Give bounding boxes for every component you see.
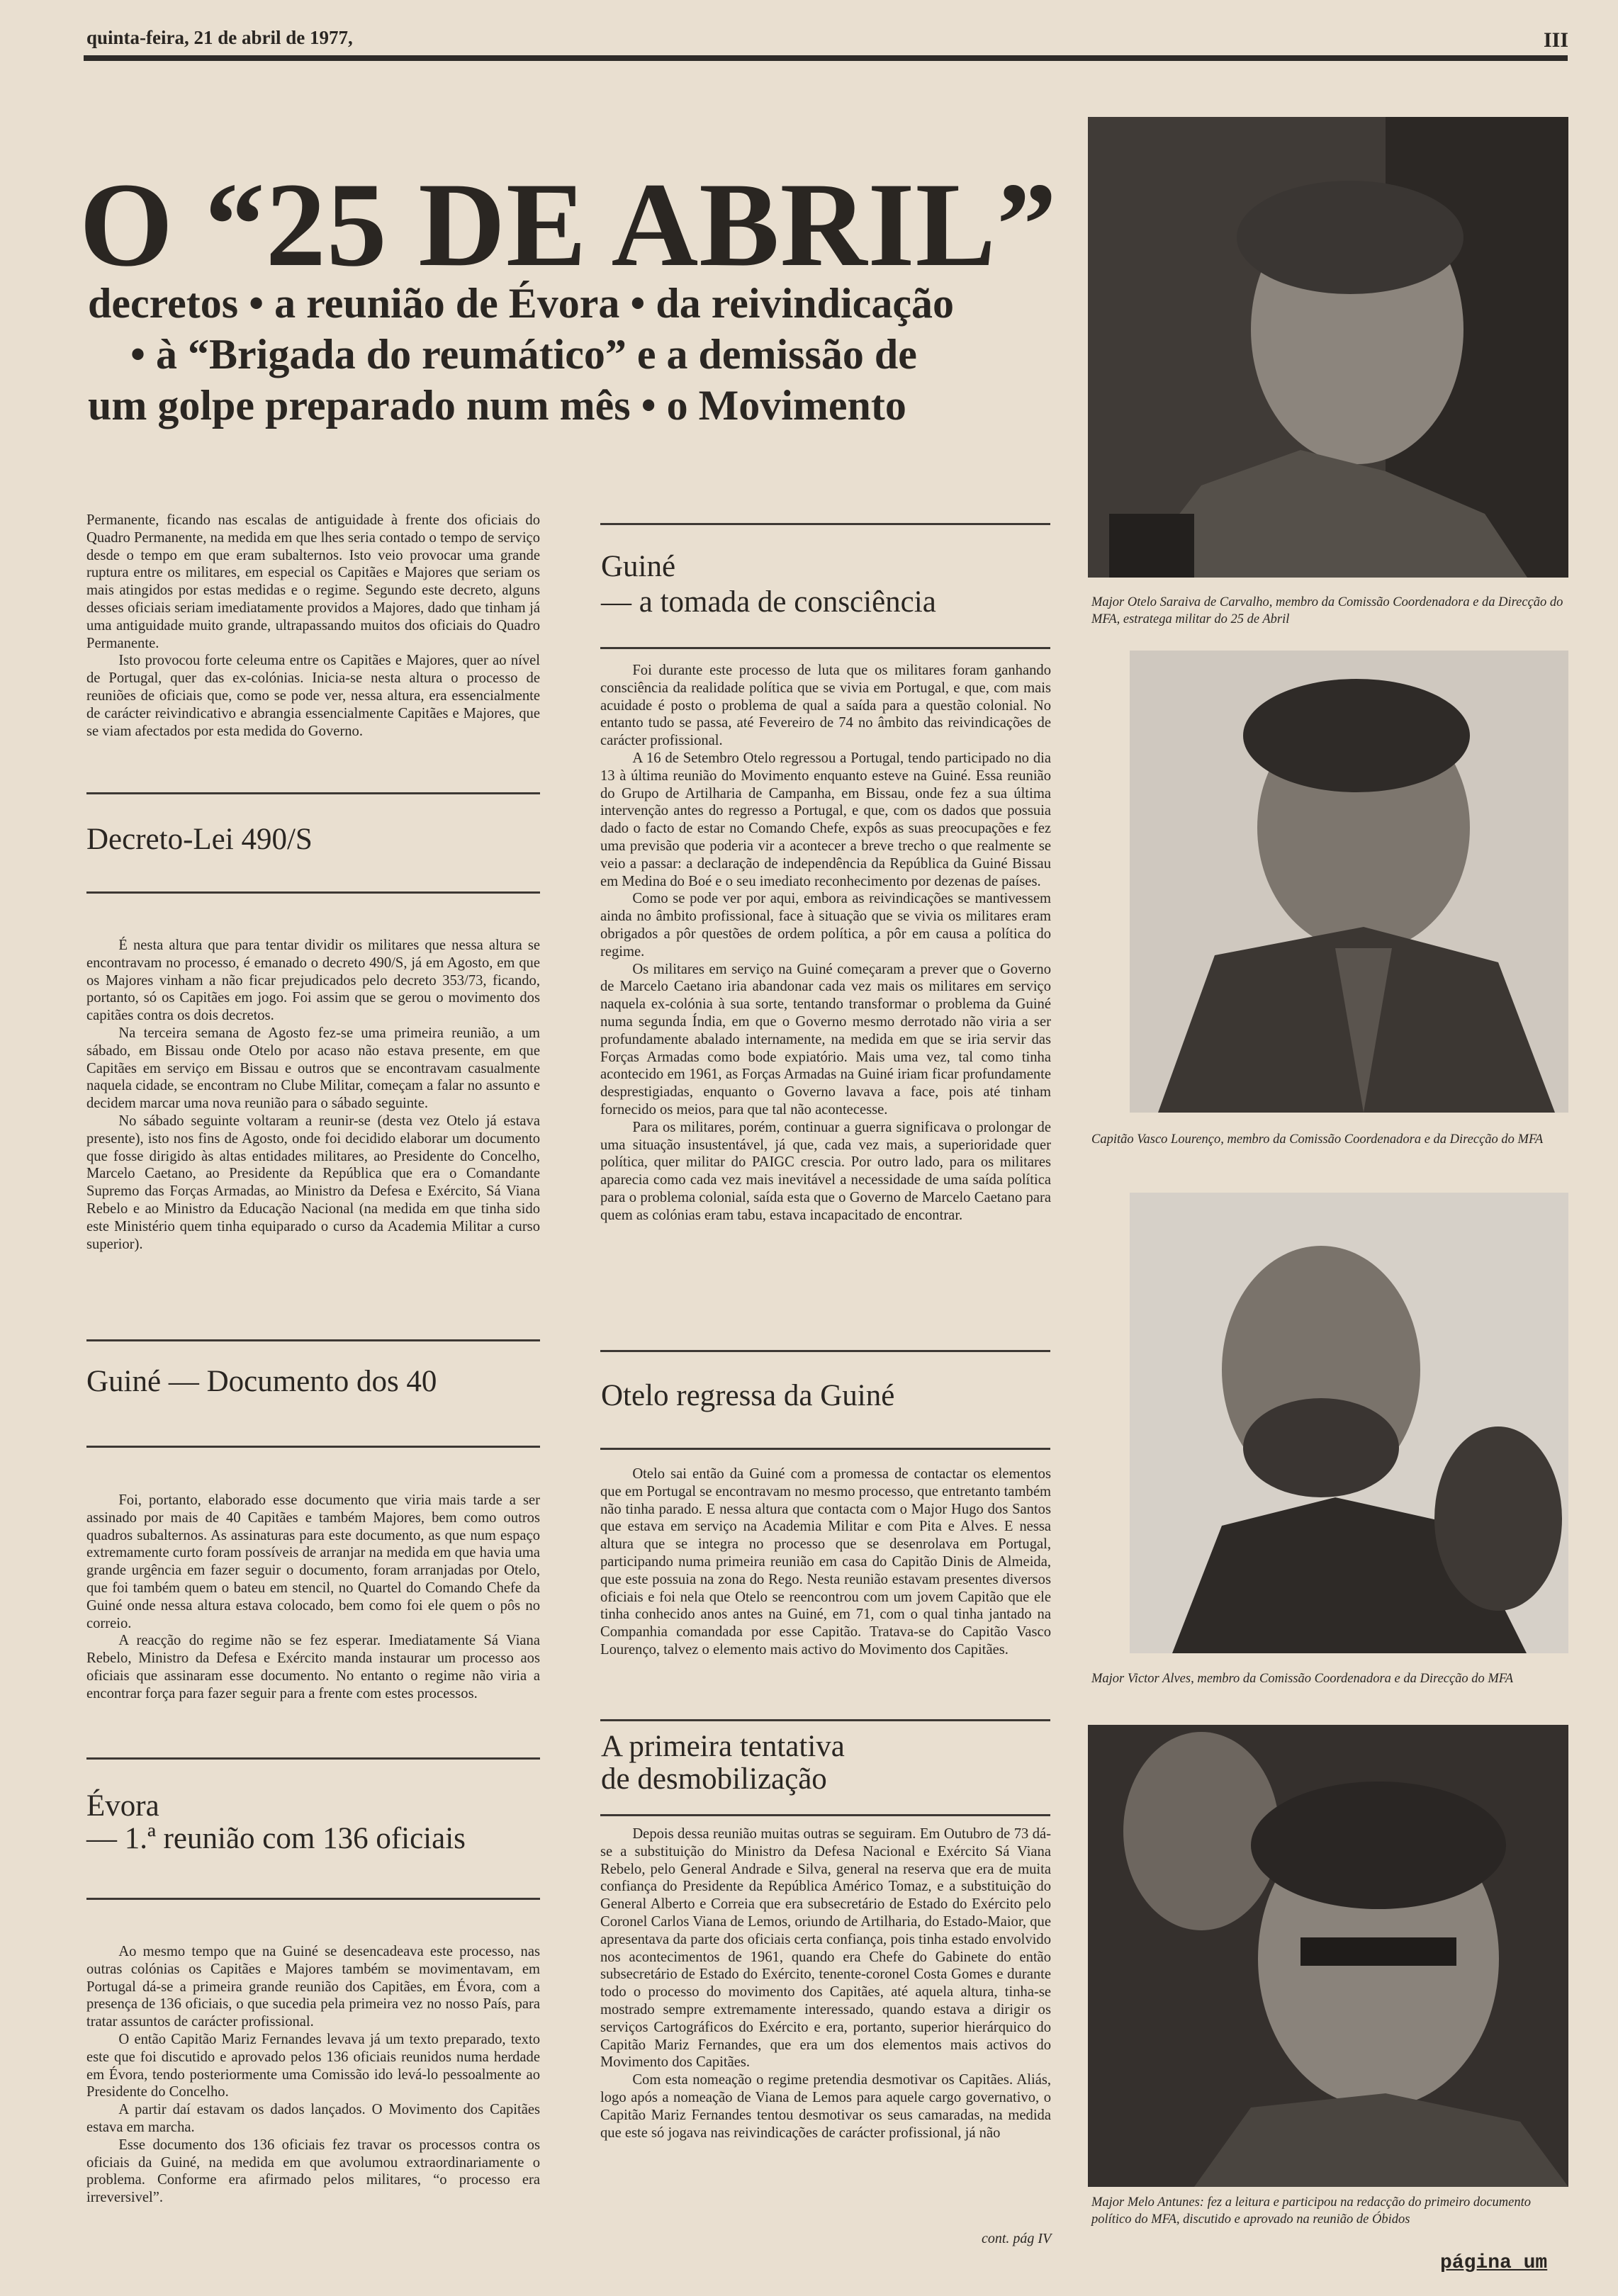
section-title-evora-2: — 1.ª reunião com 136 oficiais <box>86 1822 466 1855</box>
paragraph: Com esta nomeação o regime pretendia desmotivar os Capitães. Aliás, logo após a nomeação de Viana de Lemos para aquele cargo governativo, o Capitão Mariz Fernandes tentou desmotivar os seus camaradas, na medida que este só jogava nas reivindicações de carácter profissional, já não <box>600 2072 1051 2141</box>
section-body-decreto <box>86 937 540 1253</box>
paragraph: A partir daí estavam os dados lançados. O Movimento dos Capitães estava em marcha. <box>86 2102 540 2135</box>
paragraph: Depois dessa reunião muitas outras se seguiram. Em Outubro de 73 dá-se a substituição do Ministro da Defesa Nacional e Exército Sá Viana Rebelo, pelo General Andrade e Silva, general na reserva que era de muita confiança do Presidente da República Américo Tomaz, e a substituição do General Alberto e Correia que era subsecretário de Estado do Exército pelo Coronel Carlos Viana de Lemos, oriundo de Artilharia, do Estado-Maior, que apresentava da parte dos oficiais certa confiança, pois tinha estado envolvido nos acontecimentos de 1961, quando era Chefe do Gabinete do então subsecretário de Estado do Exército, tenente-coronel Costa Gomes e durante todo o processo do movimento dos Capitães, até aquela altura, tinha-se mostrado sempre extremamente interessado, quando estava a dirigir os serviços Cartográficos do Exército e era, portanto, superior hierárquico do Capitão Mariz Fernandes, que era um dos elementos mais activos do Movimento dos Capitães. <box>600 1826 1051 2071</box>
section-title-guine-2: — a tomada de consciência <box>601 585 936 619</box>
paragraph: Foi, portanto, elaborado esse documento que viria mais tarde a ser assinado por mais de 40 Capitães e também Majores, bem como outros quadros subalternos. As assinaturas para este documento, as que num espaço extremamente curto foram possíveis de arranjar na medida em que havia uma grande urgência em fazer seguir o documento, foram arranjadas por Otelo, que foi também quem o bateu em stencil, no Quartel do Comando Chefe da Guiné onde nessa altura estava colocado, bem como foi ele quem o pôs no correio. <box>86 1492 540 1631</box>
divider <box>600 1350 1050 1352</box>
portrait-photo-victor <box>1130 1193 1568 1653</box>
divider <box>600 1814 1050 1816</box>
divider <box>86 1898 540 1900</box>
paragraph: Como se pode ver por aqui, embora as reivindicações se mantivessem ainda no âmbito profissional, face à situação que se vivia os militares eram obrigados a pôr questões de ordem política, a pôr em causa a política do regime. <box>600 891 1051 960</box>
portrait-photo-otelo <box>1088 117 1568 578</box>
subtitle-line-1: decretos • a reunião de Évora • da reivindicação <box>88 280 954 327</box>
section-title-evora-1: Évora <box>86 1789 159 1823</box>
photo-caption-3: Major Victor Alves, membro da Comissão Coordenadora e da Direcção do MFA <box>1091 1672 1514 1686</box>
continuation-note: cont. pág IV <box>982 2231 1052 2246</box>
divider <box>86 1757 540 1760</box>
paragraph: Isto provocou forte celeuma entre os Capitães e Majores, quer ao nível de Portugal, quer das ex-colónias. Inicia-se nesta altura o processo de reuniões de oficiais que, como se pode ver, nessa altura, era essencialmente de carácter reivindicativo e abrangia essencialmente Capitães e Majores, que se viam afectados por esta medida do Governo. <box>86 653 540 739</box>
portrait-photo-vasco <box>1130 651 1568 1113</box>
paragraph: É nesta altura que para tentar dividir os militares que nessa altura se encontravam no processo, é emanado o decreto 490/S, já em Agosto, em que os Majores vinham a não ficar prejudicados pelo decreto 353/73, ficando, portanto, só os Capitães em jogo. Foi assim que se gerou o movimento dos capitães contra os dois decretos. <box>86 938 540 1024</box>
subtitle-line-3: um golpe preparado num mês • o Movimento <box>88 382 906 429</box>
photo-caption-2: Capitão Vasco Lourenço, membro da Comissão Coordenadora e da Direcção do MFA <box>1091 1132 1544 1147</box>
divider <box>600 523 1050 525</box>
paragraph: A 16 de Setembro Otelo regressou a Portugal, tendo participado no dia 13 à última reunião do Movimento enquanto esteve na Guiné. Essa reunião do Grupo de Artilharia de Campanha, em Bissau, onde fez a sua última intervenção antes do regresso a Portugal, e que, com os dados que possuia dado o facto de estar no Comando Chefe, expôs as suas preocupações e fez uma previsão que poderia vir a acontecer a breve trecho o que realmente se veio a passar: a declaração de independência da República da Guiné Bissau em Medina do Boé e o seu imediato reconhecimento por dezenas de países. <box>600 750 1051 889</box>
section-title-tentativa-1: A primeira tentativa <box>601 1730 845 1763</box>
paragraph: No sábado seguinte voltaram a reunir-se (desta vez Otelo já estava presente), isto nos fins de Agosto, onde foi decidido elaborar um documento que fosse dirigido às altas entidades militares, ao Presidente do Concelho, Marcelo Caetano, ao Presidente da República que era o Comandante Supremo das Forças Armadas, ao Ministro da Defesa e Exército, Sá Viana Rebelo e ao Ministro da Educação Nacional (na medida em que tinha sido este Ministério quem tinha equiparado o curso da Academia Militar a curso superior). <box>86 1113 540 1252</box>
paragraph: Os militares em serviço na Guiné começaram a prever que o Governo de Marcelo Caetano iria abandonar cada vez mais os militares em serviço naquela ex-colónia à sua sorte, tentando transformar o problema da Guiné numa segunda Índia, em que o Governo mesmo derrotado não viria a ser profundamente abalado internamente, na medida em que se iria servir das Forças Armadas como bode expiatório. Mais uma vez, tal como tinha acontecido em 1961, as Forças Armadas na Guiné iriam ficar profundamente desprestigiadas, enquanto o Governo lavava a face, pois até tinham fornecido os meios, para que tal não acontecesse. <box>600 961 1051 1118</box>
section-body-tentativa <box>600 1825 1051 2142</box>
photo-caption-1: Major Otelo Saraiva de Carvalho, membro da Comissão Coordenadora e da Direcção do MFA, estratega militar do 25 de Abril <box>1091 595 1563 626</box>
divider <box>600 1719 1050 1721</box>
paragraph: Para os militares, porém, continuar a guerra significava o prolongar de uma situação insustentável, já que, cada vez mais, a superioridade quer política, quer militar do PAIGC crescia. Por outro lado, para os militares aparecia como cada vez mais inevitável a necessidade de uma saída política para o problema colonial, saída esta que o Governo de Marcelo Caetano para quem as colónias eram tabu, estava incapacitado de encontrar. <box>600 1119 1051 1223</box>
photo-caption-4: Major Melo Antunes: fez a leitura e participou na redacção do primeiro documento político do MFA, discutido e aprovado na reunião de Óbidos <box>1091 2195 1531 2227</box>
page-title: O “25 DE ABRIL” <box>79 158 1057 291</box>
divider <box>86 891 540 894</box>
section-title-otelo: Otelo regressa da Guiné <box>601 1379 895 1412</box>
section-title-guine-1: Guiné <box>601 550 676 583</box>
paragraph: O então Capitão Mariz Fernandes levava já um texto preparado, texto este que foi discutido e aprovado pelos 136 oficiais reunidos numa herdade em Évora, tendo posteriormente uma Comissão ido levá-lo pessoalmente ao Presidente do Concelho. <box>86 2031 540 2100</box>
divider <box>600 1448 1050 1450</box>
paragraph: Otelo sai então da Guiné com a promessa de contactar os elementos que em Portugal se encontravam no mesmo processo, que entretanto também não tinha parado. E nessa altura que contacta com o Major Hugo dos Santos que estava em serviço na Academia Militar e com Pita e Alves. E nessa altura que se integra no processo que se desenrolava em Portugal, participando numa primeira reunião em casa do Capitão Dinis de Almeida, que este possuia na zona do Rego. Nesta reunião estavam presentes diversos oficiais e foi nela que Otelo se reencontrou com um jovem Capitão que ele tinha conhecido anos antes na Guiné, em 71, com o qual tinha jantado na Companhia comandada por esse Capitão. Tratava-se do Capitão Vasco Lourenço, talvez o elemento mais activo do Movimento dos Capitães. <box>600 1466 1051 1658</box>
divider <box>86 1339 540 1341</box>
date-line: quinta-feira, 21 de abril de 1977, <box>86 27 353 48</box>
page-marker: III <box>1544 28 1569 52</box>
section-title-tentativa-2: de desmobilização <box>601 1762 827 1796</box>
paragraph: Permanente, ficando nas escalas de antiguidade à frente dos oficiais do Quadro Permanente, na medida em que lhes seria contado o tempo de serviço desde o tempo em que eram subalternos. Isto veio provocar uma grande ruptura entre os militares, em especial os Capitães e Majores que seriam os mais atingidos por estas medidas e o regime. Segundo este decreto, alguns desses oficiais seriam imediatamente providos a Majores, dado que tinham já uma antiguidade muito grande, ultrapassando muitos dos oficiais do Quadro Permanente. <box>86 512 540 651</box>
paragraph: Ao mesmo tempo que na Guiné se desencadeava este processo, nas outras colónias os Capitães e Majores também se movimentavam, em Portugal dá-se a primeira grande reunião dos Capitães, em Évora, com a presença de 136 oficiais, o que sucedia pela primeira vez no nosso País, para tratar assuntos de carácter profissional. <box>86 1944 540 2030</box>
subtitle-line-2: • à “Brigada do reumático” e a demissão de <box>130 331 917 378</box>
paragraph: Foi durante este processo de luta que os militares foram ganhando consciência da realidade política que se vivia em Portugal, e que, com mais acuidade é posto o problema de qual a saída para a questão colonial. No entanto tudo se passa, até Fevereiro de 74 no âmbito das reivindicações de carácter profissional. <box>600 663 1051 749</box>
portrait-photo-melo <box>1088 1725 1568 2187</box>
header-rule <box>84 55 1568 61</box>
divider <box>86 1446 540 1448</box>
section-body-guine <box>600 662 1051 1225</box>
intro-text <box>86 512 540 740</box>
divider <box>600 647 1050 649</box>
section-body-doc40 <box>86 1492 540 1703</box>
page-footer-label: página um <box>1440 2252 1548 2274</box>
paragraph: Esse documento dos 136 oficiais fez travar os processos contra os oficiais da Guiné, na medida em que avolumou extraordinariamente o problema. Conforme era afirmado pelos militares, “o processo era irreversivel”. <box>86 2137 540 2206</box>
paragraph: Na terceira semana de Agosto fez-se uma primeira reunião, a um sábado, em Bissau onde Otelo por acaso não estava presente, em que Capitães em serviço em Bissau e outros que se encontravam casualmente naquela cidade, se encontram no Clube Militar, começam a falar no assunto e decidem marcar uma nova reunião para o sábado seguinte. <box>86 1025 540 1112</box>
section-body-evora <box>86 1943 540 2207</box>
section-title-decreto: Decreto-Lei 490/S <box>86 823 313 856</box>
divider <box>86 792 540 794</box>
section-title-doc40: Guiné — Documento dos 40 <box>86 1365 437 1398</box>
section-body-otelo <box>600 1465 1051 1659</box>
paragraph: A reacção do regime não se fez esperar. Imediatamente Sá Viana Rebelo, Ministro da Defesa e Exército manda instaurar um processo aos oficiais que assinaram esse documento. No entanto o regime não viria a encontrar força para fazer seguir para a frente com estes processos. <box>86 1633 540 1701</box>
